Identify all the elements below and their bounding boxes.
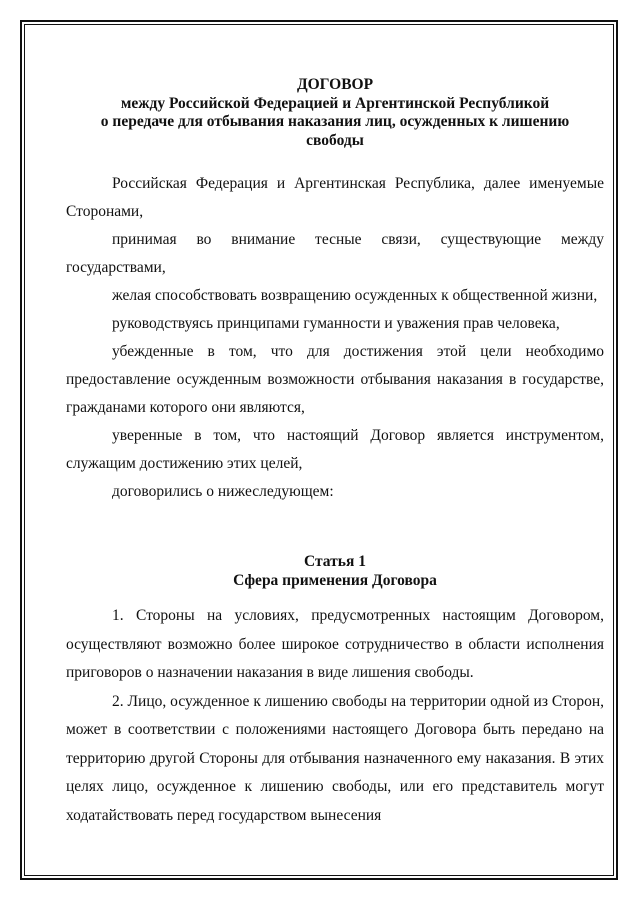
article-number: Статья 1 bbox=[304, 553, 366, 570]
preamble-paragraph: Российская Федерация и Аргентинская Республика, далее именуемые Сторонами, bbox=[66, 175, 604, 220]
title-line-3: о передаче для отбывания наказания лиц, осужденных к лишению bbox=[100, 113, 570, 130]
document-title bbox=[66, 76, 604, 150]
preamble-paragraph: договорились о нижеследующем: bbox=[112, 483, 334, 500]
preamble-paragraph: принимая во внимание тесные связи, существующие между государствами, bbox=[66, 231, 604, 276]
article-heading bbox=[66, 552, 604, 590]
preamble-paragraph: руководствуясь принципами гуманности и уважения прав человека, bbox=[112, 315, 560, 332]
title-line-1: ДОГОВОР bbox=[296, 76, 374, 93]
article-paragraph: 1. Стороны на условиях, предусмотренных настоящим Договором, осуществляют возможно более широкое сотрудничество в области исполнения приговоров о назначении наказания в виде лишения свободы. bbox=[66, 607, 604, 681]
article-name: Сфера применения Договора bbox=[233, 572, 437, 589]
title-line-2: между Российской Федерацией и Аргентинской Республикой bbox=[120, 94, 550, 112]
article-paragraph: 2. Лицо, осужденное к лишению свободы на территории одной из Сторон, может в соответствии с положениями настоящего Договора быть передано на территорию другой Стороны для отбывания назначенного ему наказания. В этих целях лицо, осужденное к лишению свободы, или его представитель могут ходатайствовать перед государством вынесения bbox=[66, 692, 604, 824]
title-line-4: свободы bbox=[306, 131, 364, 149]
preamble-paragraph: уверенные в том, что настоящий Договор является инструментом, служащим достижению этих целей, bbox=[66, 427, 604, 472]
preamble-paragraph: убежденные в том, что для достижения этой цели необходимо предоставление осужденным возможности отбывания наказания в государстве, гражданами которого они являются, bbox=[66, 343, 604, 416]
document-body bbox=[66, 76, 604, 830]
preamble-paragraph: желая способствовать возвращению осужденных к общественной жизни, bbox=[112, 287, 598, 304]
